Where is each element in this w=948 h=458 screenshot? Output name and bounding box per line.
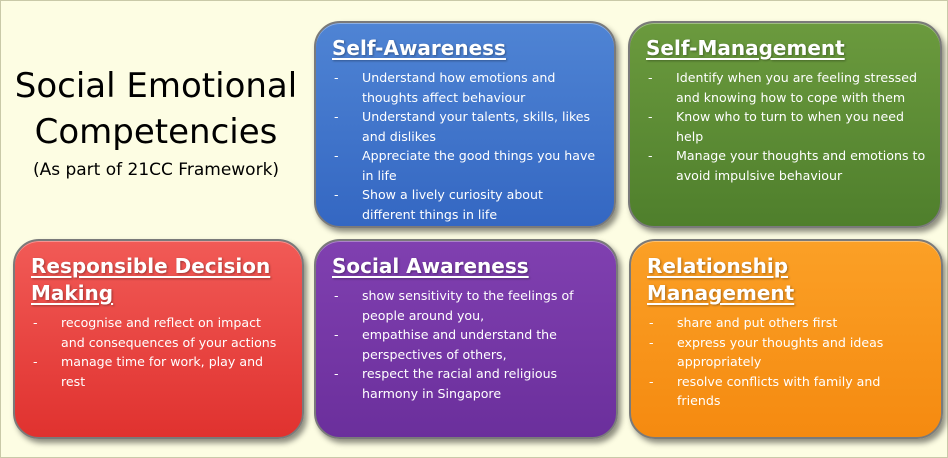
subtitle: (As part of 21CC Framework) — [32, 160, 280, 180]
list-item: - Appreciate the good things you have in life — [332, 146, 600, 185]
card-responsible-decision-making — [13, 239, 304, 439]
card-heading: Self-Management — [646, 36, 845, 60]
list-item: - recognise and reflect on impact and consequences of your actions — [31, 313, 288, 352]
list-item: - Know who to turn to when you need help — [646, 107, 926, 146]
card-list — [31, 313, 288, 391]
card-list — [332, 286, 602, 403]
list-item: - Identify when you are feeling stressed and knowing how to cope with them — [646, 68, 926, 107]
list-item: - Show a lively curiosity about different things in life — [332, 185, 600, 224]
list-item: - respect the racial and religious harmony in Singapore — [332, 364, 602, 403]
list-item: - express your thoughts and ideas appropriately — [647, 333, 927, 372]
list-item: - resolve conflicts with family and friends — [647, 372, 927, 411]
title-line-2: Competencies — [34, 112, 278, 152]
list-item: - empathise and understand the perspectives of others, — [332, 325, 602, 364]
card-heading: Relationship Management — [647, 254, 795, 305]
list-item: - manage time for work, play and rest — [31, 352, 288, 391]
title-line-1: Social Emotional — [14, 66, 298, 106]
card-self-awareness — [314, 21, 616, 228]
card-list — [646, 68, 926, 185]
card-list — [647, 313, 927, 411]
card-heading: Social Awareness — [332, 254, 529, 278]
list-item: - Manage your thoughts and emotions to avoid impulsive behaviour — [646, 146, 926, 185]
list-item: - Understand how emotions and thoughts affect behaviour — [332, 68, 600, 107]
list-item: - show sensitivity to the feelings of people around you, — [332, 286, 602, 325]
card-heading: Responsible Decision Making — [31, 254, 271, 305]
list-item: - Understand your talents, skills, likes and dislikes — [332, 107, 600, 146]
card-relationship-management — [629, 239, 943, 439]
card-self-management — [628, 21, 942, 228]
title-block — [1, 63, 311, 181]
card-social-awareness — [314, 239, 618, 439]
card-heading: Self-Awareness — [332, 36, 506, 60]
card-list — [332, 68, 600, 224]
list-item: - share and put others first — [647, 313, 927, 333]
